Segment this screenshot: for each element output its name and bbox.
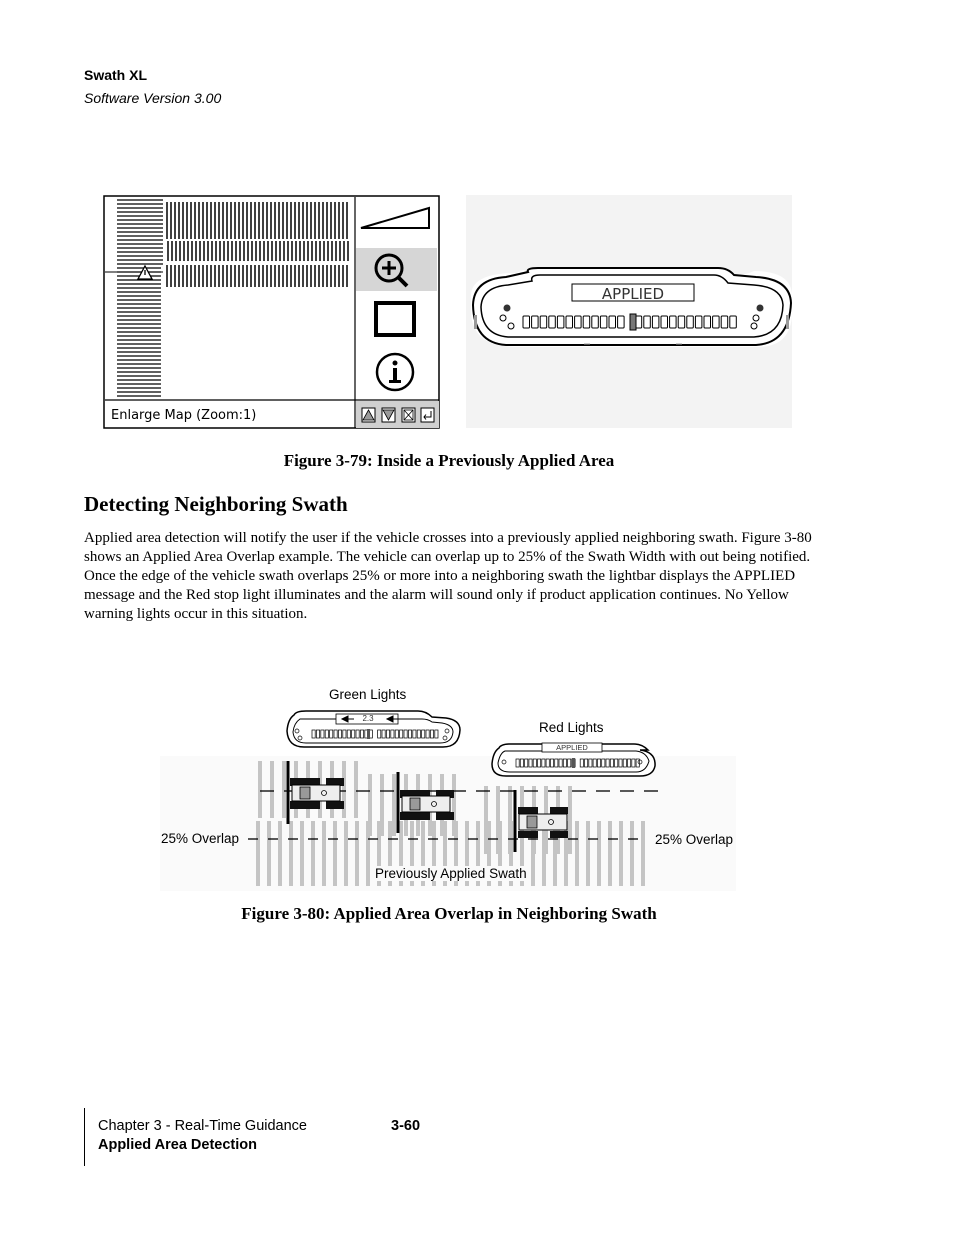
- footer-rule: [84, 1108, 85, 1166]
- footer-section: Applied Area Detection: [98, 1137, 257, 1153]
- applied-swath-label: Previously Applied Swath: [375, 866, 527, 881]
- page-number: 3-60: [391, 1118, 421, 1134]
- display-screenshot: [103, 195, 441, 430]
- lightbar-figure: [466, 195, 792, 430]
- section-heading: Detecting Neighboring Swath: [84, 492, 348, 516]
- enter-button[interactable]: [421, 408, 434, 422]
- down-arrow-button[interactable]: [382, 408, 395, 422]
- lightbar-red-message: APPLIED: [556, 743, 588, 752]
- status-text: Enlarge Map (Zoom:1): [111, 408, 257, 423]
- up-arrow-button[interactable]: [362, 408, 375, 422]
- red-lights-label: Red Lights: [539, 720, 604, 735]
- figure-79-caption: Figure 3-79: Inside a Previously Applied Area: [283, 451, 615, 470]
- zoom-button[interactable]: [356, 248, 437, 291]
- overlap-diagram: [160, 686, 740, 891]
- green-lights-label: Green Lights: [329, 687, 407, 702]
- software-version: Software Version 3.00: [84, 90, 222, 106]
- footer-chapter: Chapter 3 - Real-Time Guidance: [98, 1118, 307, 1134]
- lightbar-message: APPLIED: [601, 285, 665, 303]
- guidance-value: 2.3: [362, 714, 374, 723]
- close-box-button[interactable]: [402, 408, 415, 422]
- map-area[interactable]: [105, 197, 355, 400]
- document-title: Swath XL: [84, 67, 148, 83]
- overlap-label-left: 25% Overlap: [161, 831, 240, 846]
- figure-80-caption: Figure 3-80: Applied Area Overlap in Neighboring Swath: [241, 904, 657, 923]
- body-paragraph: Applied area detection will notify the user if the vehicle crosses into a previously applied neighboring swath. Figure 3-80 shows an Applied Area Overlap example. The vehicle can overlap up to 25% of the Swath Width with out being notified. Once the edge of the vehicle swath overlaps 25% or more into a neighboring swath the lightbar displays the APPLIED message and the Red stop light illuminates and the alarm will sound only if product application continues. No Yellow warning lights occur in this situation.: [84, 530, 812, 622]
- overlap-label-right: 25% Overlap: [655, 832, 734, 847]
